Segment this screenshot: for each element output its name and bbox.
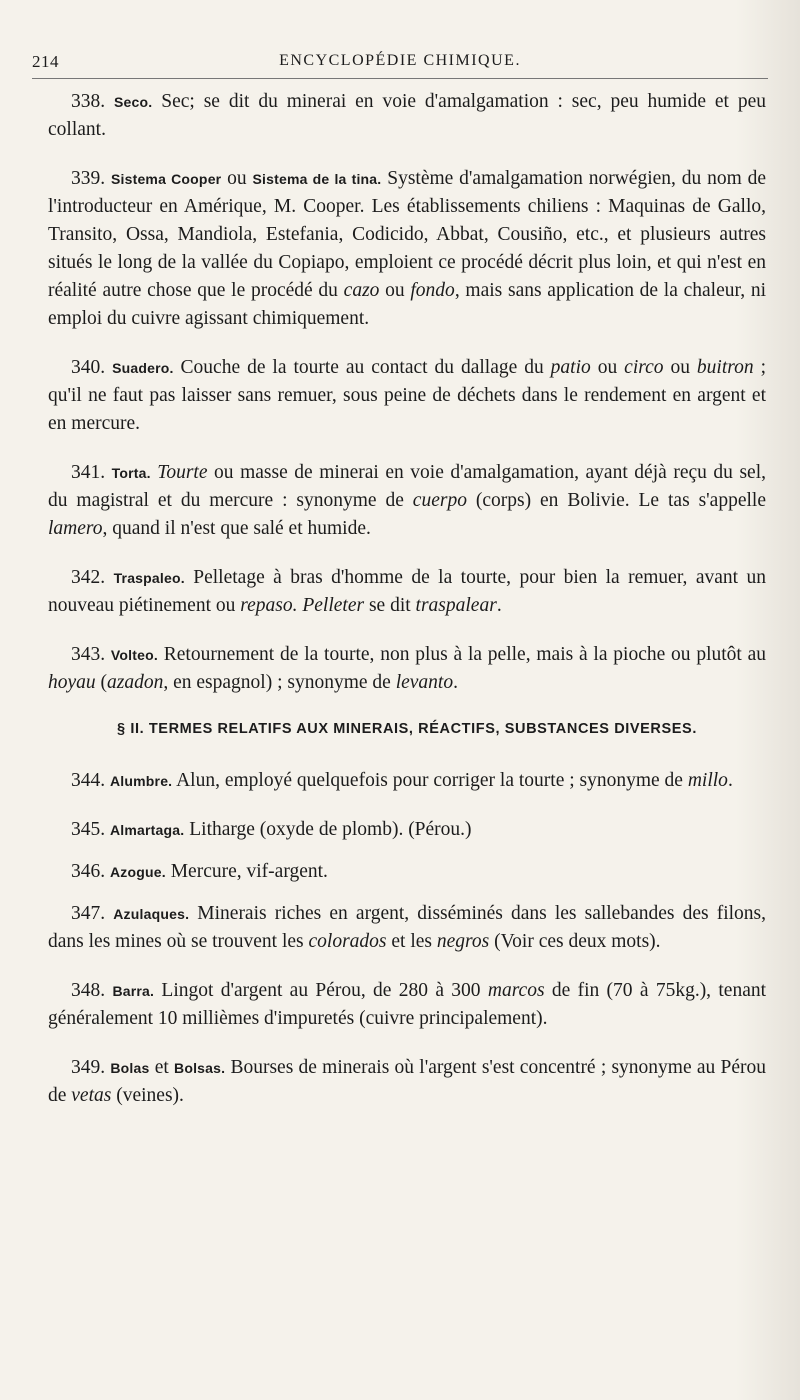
entry-term: Torta. [111, 465, 151, 481]
entry-number: 344. [71, 770, 106, 791]
dictionary-entry [48, 165, 766, 333]
dictionary-entry [48, 354, 766, 438]
dictionary-entry [48, 900, 766, 956]
running-title: ENCYCLOPÉDIE CHIMIQUE. [279, 52, 521, 69]
entry-italic-term: circo [624, 357, 664, 378]
section-heading: § II. TERMES RELATIFS AUX MINERAIS, RÉACTIFS, SUBSTANCES DIVERSES. [117, 721, 697, 737]
entry-term: Bolas [110, 1060, 150, 1076]
entry-text: Couche de la tourte au contact du dallage du [180, 357, 551, 378]
page-body [48, 88, 766, 1131]
entry-text: . [496, 595, 502, 616]
entry-text: Minerais riches en argent, disséminés dans les sallebandes des filons, dans les mines où se trouvent les [48, 903, 767, 952]
entry-italic-term: repaso. Pelleter [240, 595, 365, 616]
entry-term-alt: Sistema de la tina. [252, 171, 382, 187]
entry-term: Sistema Cooper [110, 171, 222, 187]
dictionary-entry [48, 816, 766, 844]
entry-text: ou [379, 280, 411, 301]
entry-text: Bourses de minerais où l'argent s'est concentré ; synonyme au Pérou de [48, 1057, 766, 1106]
entry-text: (Voir ces deux mots). [489, 931, 661, 952]
entry-italic-term: buitron [696, 357, 754, 378]
entry-italic-term: traspalear [415, 595, 497, 616]
entry-text: ou [590, 357, 625, 378]
entry-text: se dit [364, 595, 416, 616]
entry-number: 347. [71, 903, 106, 924]
entry-italic-term: levanto [395, 672, 454, 693]
entry-text: . [727, 770, 733, 791]
entry-italic-term: cuerpo [412, 490, 467, 511]
entry-italic-term: marcos [487, 980, 545, 1001]
entry-italic-term: cazo [343, 280, 380, 301]
entry-text: (veines). [111, 1085, 184, 1106]
entry-term: Volteo. [110, 647, 158, 663]
entry-italic-term: negros [436, 931, 490, 952]
entry-text: ( [95, 672, 108, 693]
entry-italic-term: hoyau [48, 672, 96, 693]
entry-term: Azulaques. [113, 906, 190, 922]
entry-number: 339. [71, 168, 106, 189]
page-header [32, 52, 768, 79]
entry-italic-term: fondo [410, 280, 455, 301]
entry-text: Retournement de la tourte, non plus à la pelle, mais à la pioche ou plutôt au [163, 644, 767, 665]
entry-number: 345. [71, 819, 106, 840]
entry-italic-term: lamero [48, 518, 103, 539]
entry-connector: et [154, 1057, 169, 1078]
entry-number: 349. [71, 1057, 106, 1078]
entry-text: (corps) en Bolivie. Le tas s'appelle [466, 490, 766, 511]
entry-text: Système d'amalgamation norwégien, du nom de l'introducteur en Amérique, M. Cooper. Les établissements chiliens : Maquinas de Gallo, Transito, Ossa, Mandiola, Estefania, Codicido, Abbat, Cousiño, etc., et plusieurs autres situés le long de la vallée du Copiapo, emploient ce procédé décrit plus loin, et qui n'est en réalité autre chose que le procédé du [48, 168, 766, 301]
entry-term: Barra. [112, 983, 155, 999]
entry-number: 346. [71, 861, 106, 882]
dictionary-entry [48, 459, 766, 543]
entry-term: Alumbre. [110, 773, 173, 789]
dictionary-entry [48, 564, 766, 620]
entry-text: de fin (70 à 75kg.), tenant généralement 10 millièmes d'impuretés (cuivre principalement). [48, 980, 767, 1029]
entry-term: Seco. [114, 94, 153, 110]
entries-section-1 [48, 88, 766, 697]
page-number: 214 [32, 52, 59, 71]
entry-text: ou masse de minerai en voie d'amalgamation, ayant déjà reçu du sel, du magistral et du mercure : synonyme de [48, 462, 766, 511]
dictionary-entry [48, 977, 766, 1033]
entry-text: , quand il n'est que salé et humide. [102, 518, 371, 539]
entry-italic-term: millo [687, 770, 728, 791]
entries-section-2 [48, 767, 766, 1110]
entry-text: Litharge (oxyde de plomb). (Pérou.) [189, 819, 472, 840]
entry-number: 338. [71, 91, 106, 112]
entry-text: Sec; se dit du minerai en voie d'amalgamation : sec, peu humide et peu collant. [48, 91, 766, 140]
entry-italic-term: vetas [71, 1085, 112, 1106]
entry-italic-term: Tourte [157, 462, 208, 483]
dictionary-entry [48, 88, 766, 144]
entry-italic-term: colorados [308, 931, 387, 952]
entry-italic-term: patio [550, 357, 591, 378]
dictionary-entry [48, 1054, 766, 1110]
dictionary-entry [48, 641, 766, 697]
entry-term: Azogue. [110, 864, 166, 880]
entry-text: Alun, employé quelquefois pour corriger la tourte ; synonyme de [176, 770, 688, 791]
entry-term: Almartaga. [110, 822, 185, 838]
entry-term: Suadero. [112, 360, 174, 376]
entry-text: ; qu'il ne faut pas laisser sans remuer, sous peine de déchets dans le rendement en argent et en mercure. [48, 357, 766, 434]
entry-number: 348. [71, 980, 106, 1001]
entry-text: Pelletage à bras d'homme de la tourte, pour bien la remuer, avant un nouveau piétinement ou [48, 567, 767, 616]
entry-number: 340. [71, 357, 106, 378]
entry-text: ou [663, 357, 697, 378]
entry-text: Mercure, vif-argent. [170, 861, 328, 882]
dictionary-entry [48, 858, 766, 886]
entry-text: , en espagnol) ; synonyme de [163, 672, 396, 693]
entry-term-alt: Bolsas. [174, 1060, 226, 1076]
entry-number: 342. [71, 567, 106, 588]
entry-connector: ou [227, 168, 247, 189]
entry-text: . [453, 672, 458, 693]
entry-text: et les [386, 931, 437, 952]
entry-text: , mais sans application de la chaleur, ni emploi du cuivre agissant chimiquement. [48, 280, 766, 329]
entry-number: 341. [71, 462, 106, 483]
entry-italic-term: azadon [107, 672, 164, 693]
entry-term: Traspaleo. [113, 570, 185, 586]
dictionary-entry [48, 767, 766, 795]
entry-number: 343. [71, 644, 106, 665]
entry-text: Lingot d'argent au Pérou, de 280 à 300 [161, 980, 488, 1001]
